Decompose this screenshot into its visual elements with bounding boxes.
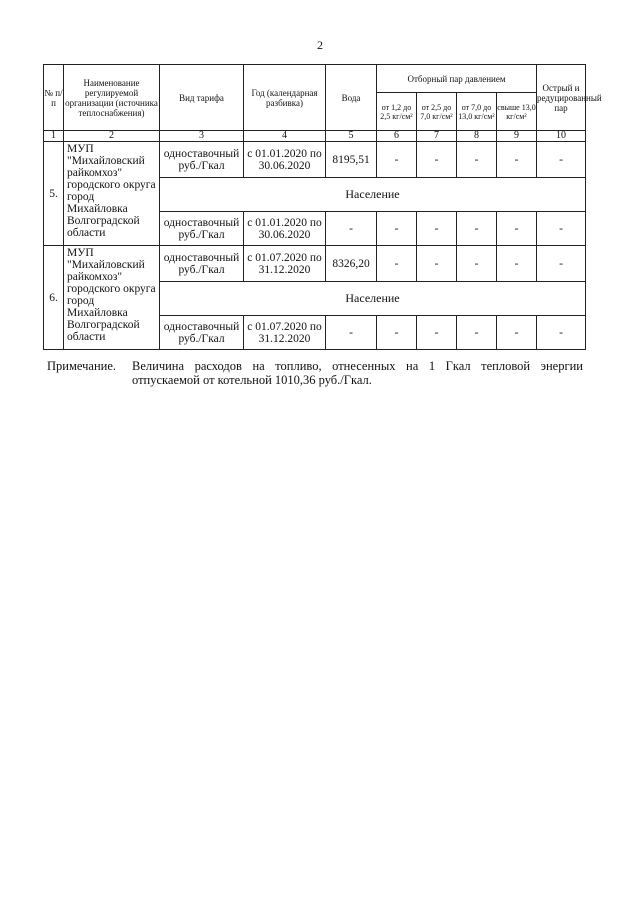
steam-3-value: - [457,246,497,282]
header-water: Вода [326,65,377,131]
steam-1-value: - [377,316,417,350]
note [47,359,583,387]
header-org-name: Наименование регулируемой организации (источника теплоснабжения) [64,65,160,131]
sharp-steam-value: - [537,316,586,350]
water-value: - [326,316,377,350]
steam-1-value: - [377,246,417,282]
row-index: 5. [44,142,64,246]
table-row [44,142,586,178]
header-sharp-steam: Острый и редуцированный пар [537,65,586,131]
steam-1-value: - [377,142,417,178]
col-number: 5 [326,131,377,142]
sharp-steam-value: - [537,142,586,178]
org-name: МУП "Михайловский райкомхоз" городского округа город Михайловка Волгоградской области [64,142,160,246]
tariff-type: одноставочный руб./Гкал [160,212,244,246]
column-numbers-row [44,131,586,142]
col-number: 2 [64,131,160,142]
tariff-table [43,64,602,350]
header-steam: Отборный пар давлением [377,65,537,93]
col-number: 7 [417,131,457,142]
steam-1-value: - [377,212,417,246]
steam-2-value: - [417,246,457,282]
steam-2-value: - [417,212,457,246]
steam-4-value: - [497,316,537,350]
period: с 01.01.2020 по 30.06.2020 [244,142,326,178]
col-number: 10 [537,131,586,142]
col-number: 3 [160,131,244,142]
steam-2-value: - [417,142,457,178]
population-label: Население [160,282,586,316]
tariff-type: одноставочный руб./Гкал [160,246,244,282]
header-tariff-type: Вид тарифа [160,65,244,131]
water-value: 8195,51 [326,142,377,178]
table-row [44,246,586,282]
sharp-steam-value: - [537,212,586,246]
population-label: Население [160,178,586,212]
col-number: 4 [244,131,326,142]
steam-4-value: - [497,212,537,246]
tariff-type: одноставочный руб./Гкал [160,316,244,350]
col-number: 9 [497,131,537,142]
note-line-1: Величина расходов на топливо, отнесенных на 1 Гкал тепловой энергии [132,359,583,373]
steam-3-value: - [457,142,497,178]
col-number: 6 [377,131,417,142]
period: с 01.01.2020 по 30.06.2020 [244,212,326,246]
period: с 01.07.2020 по 31.12.2020 [244,316,326,350]
tariff-type: одноставочный руб./Гкал [160,142,244,178]
steam-4-value: - [497,142,537,178]
steam-3-value: - [457,212,497,246]
note-line-2: отпускаемой от котельной 1010,36 руб./Гкал. [132,373,372,387]
header-steam-3: от 7,0 до 13,0 кг/см² [457,93,497,131]
header-steam-4: свыше 13,0 кг/см² [497,93,537,131]
header-steam-2: от 2,5 до 7,0 кг/см² [417,93,457,131]
col-number: 8 [457,131,497,142]
header-no: № п/п [44,65,64,131]
period: с 01.07.2020 по 31.12.2020 [244,246,326,282]
water-value: - [326,212,377,246]
sharp-steam-value: - [537,246,586,282]
header-year: Год (календарная разбивка) [244,65,326,131]
page-number: 2 [317,38,323,52]
note-label: Примечание. [47,359,117,373]
steam-3-value: - [457,316,497,350]
col-number: 1 [44,131,64,142]
steam-4-value: - [497,246,537,282]
row-index: 6. [44,246,64,350]
water-value: 8326,20 [326,246,377,282]
org-name: МУП "Михайловский райкомхоз" городского округа город Михайловка Волгоградской области [64,246,160,350]
header-steam-1: от 1,2 до 2,5 кг/см² [377,93,417,131]
steam-2-value: - [417,316,457,350]
